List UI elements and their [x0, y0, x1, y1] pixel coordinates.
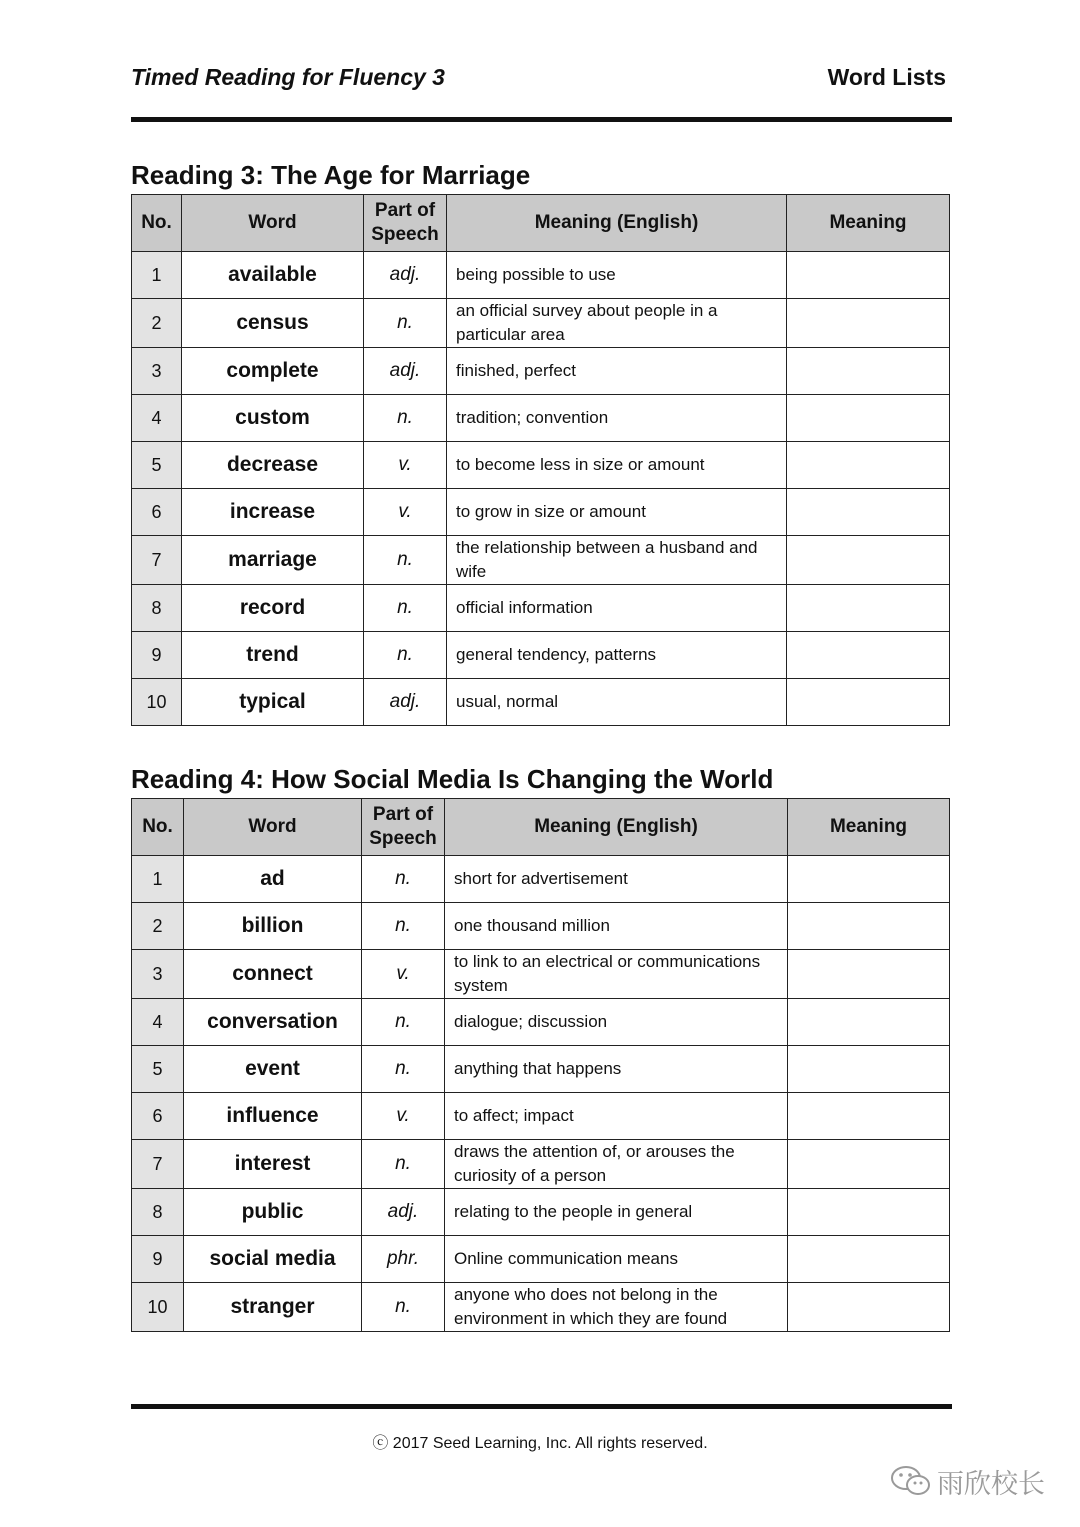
vocab-word: connect: [184, 950, 362, 999]
meaning-blank-cell: [788, 999, 950, 1046]
row-number: 2: [132, 903, 184, 950]
meaning-english: one thousand million: [445, 903, 788, 950]
row-number: 3: [132, 348, 182, 395]
part-of-speech: n.: [362, 1046, 445, 1093]
meaning-english: anyone who does not belong in the environment in which they are found: [445, 1283, 788, 1332]
meaning-english: to affect; impact: [445, 1093, 788, 1140]
meaning-blank-cell: [787, 489, 950, 536]
meaning-blank-cell: [788, 903, 950, 950]
meaning-english: short for advertisement: [445, 856, 788, 903]
meaning-blank-cell: [787, 299, 950, 348]
vocab-word: billion: [184, 903, 362, 950]
vocab-word: influence: [184, 1093, 362, 1140]
meaning-english: relating to the people in general: [445, 1189, 788, 1236]
part-of-speech: v.: [364, 489, 447, 536]
reading-3-word-table: [131, 194, 950, 726]
part-of-speech: adj.: [362, 1189, 445, 1236]
vocab-word: marriage: [182, 536, 364, 585]
row-number: 4: [132, 395, 182, 442]
row-number: 3: [132, 950, 184, 999]
vocab-word: increase: [182, 489, 364, 536]
col-meaning-english: Meaning (English): [445, 799, 788, 856]
meaning-english: anything that happens: [445, 1046, 788, 1093]
table-row: [132, 489, 950, 536]
part-of-speech: n.: [364, 395, 447, 442]
reading-4-title: Reading 4: How Social Media Is Changing the World: [131, 764, 774, 794]
part-of-speech: n.: [364, 299, 447, 348]
meaning-english: to link to an electrical or communications system: [445, 950, 788, 999]
vocab-word: social media: [184, 1236, 362, 1283]
meaning-english: to become less in size or amount: [447, 442, 787, 489]
meaning-english: draws the attention of, or arouses the curiosity of a person: [445, 1140, 788, 1189]
vocab-word: ad: [184, 856, 362, 903]
vocab-word: trend: [182, 632, 364, 679]
table-row: [132, 1236, 950, 1283]
meaning-blank-cell: [788, 1093, 950, 1140]
vocab-word: typical: [182, 679, 364, 726]
meaning-blank-cell: [788, 1046, 950, 1093]
meaning-blank-cell: [787, 585, 950, 632]
table-row: [132, 1189, 950, 1236]
meaning-english: an official survey about people in a particular area: [447, 299, 787, 348]
part-of-speech: v.: [362, 950, 445, 999]
col-pos: Part of Speech: [362, 799, 445, 856]
meaning-english: official information: [447, 585, 787, 632]
meaning-english: tradition; convention: [447, 395, 787, 442]
col-meaning-english: Meaning (English): [447, 195, 787, 252]
meaning-blank-cell: [788, 1283, 950, 1332]
table-header-row: [132, 195, 950, 252]
part-of-speech: adj.: [364, 679, 447, 726]
row-number: 8: [132, 1189, 184, 1236]
meaning-blank-cell: [787, 348, 950, 395]
table-row: [132, 903, 950, 950]
col-no: No.: [132, 799, 184, 856]
table-header-row: [132, 799, 950, 856]
vocab-word: stranger: [184, 1283, 362, 1332]
row-number: 4: [132, 999, 184, 1046]
vocab-word: census: [182, 299, 364, 348]
part-of-speech: adj.: [364, 348, 447, 395]
reading-3-title: Reading 3: The Age for Marriage: [131, 160, 531, 190]
vocab-word: event: [184, 1046, 362, 1093]
col-pos: Part of Speech: [364, 195, 447, 252]
part-of-speech: adj.: [364, 252, 447, 299]
table-row: [132, 1093, 950, 1140]
table-row: [132, 299, 950, 348]
row-number: 1: [132, 252, 182, 299]
part-of-speech: n.: [362, 856, 445, 903]
row-number: 8: [132, 585, 182, 632]
table-row: [132, 442, 950, 489]
row-number: 9: [132, 632, 182, 679]
meaning-english: usual, normal: [447, 679, 787, 726]
row-number: 1: [132, 856, 184, 903]
footer-rule: [131, 1404, 952, 1409]
vocab-word: available: [182, 252, 364, 299]
table-row: [132, 1046, 950, 1093]
meaning-blank-cell: [787, 395, 950, 442]
row-number: 6: [132, 1093, 184, 1140]
meaning-english: dialogue; discussion: [445, 999, 788, 1046]
meaning-english: finished, perfect: [447, 348, 787, 395]
table-row: [132, 252, 950, 299]
meaning-blank-cell: [787, 679, 950, 726]
row-number: 5: [132, 1046, 184, 1093]
part-of-speech: n.: [362, 1283, 445, 1332]
meaning-blank-cell: [787, 252, 950, 299]
meaning-blank-cell: [787, 442, 950, 489]
part-of-speech: n.: [364, 536, 447, 585]
table-row: [132, 1283, 950, 1332]
col-word: Word: [182, 195, 364, 252]
row-number: 7: [132, 536, 182, 585]
col-word: Word: [184, 799, 362, 856]
vocab-word: conversation: [184, 999, 362, 1046]
vocab-word: record: [182, 585, 364, 632]
meaning-blank-cell: [787, 536, 950, 585]
reading-4-word-table: [131, 798, 950, 1332]
table-row: [132, 348, 950, 395]
meaning-blank-cell: [788, 1189, 950, 1236]
part-of-speech: n.: [362, 999, 445, 1046]
table-row: [132, 632, 950, 679]
table-row: [132, 585, 950, 632]
meaning-english: to grow in size or amount: [447, 489, 787, 536]
vocab-word: decrease: [182, 442, 364, 489]
meaning-english: general tendency, patterns: [447, 632, 787, 679]
part-of-speech: phr.: [362, 1236, 445, 1283]
row-number: 6: [132, 489, 182, 536]
row-number: 10: [132, 679, 182, 726]
table-row: [132, 679, 950, 726]
table-row: [132, 1140, 950, 1189]
watermark-text: 雨欣校长: [937, 1469, 1045, 1499]
meaning-blank-cell: [788, 1236, 950, 1283]
meaning-english: being possible to use: [447, 252, 787, 299]
row-number: 10: [132, 1283, 184, 1332]
part-of-speech: n.: [364, 632, 447, 679]
vocab-word: public: [184, 1189, 362, 1236]
book-title: Timed Reading for Fluency 3: [131, 64, 445, 90]
part-of-speech: n.: [362, 903, 445, 950]
vocab-word: interest: [184, 1140, 362, 1189]
table-row: [132, 999, 950, 1046]
part-of-speech: v.: [362, 1093, 445, 1140]
section-label: Word Lists: [827, 64, 946, 90]
col-meaning: Meaning: [787, 195, 950, 252]
table-row: [132, 856, 950, 903]
row-number: 9: [132, 1236, 184, 1283]
col-meaning: Meaning: [788, 799, 950, 856]
row-number: 2: [132, 299, 182, 348]
meaning-blank-cell: [788, 856, 950, 903]
page-header: [131, 60, 946, 100]
vocab-word: complete: [182, 348, 364, 395]
meaning-english: Online communication means: [445, 1236, 788, 1283]
table-row: [132, 536, 950, 585]
meaning-blank-cell: [788, 1140, 950, 1189]
part-of-speech: n.: [362, 1140, 445, 1189]
row-number: 5: [132, 442, 182, 489]
table-row: [132, 395, 950, 442]
part-of-speech: n.: [364, 585, 447, 632]
vocab-word: custom: [182, 395, 364, 442]
col-no: No.: [132, 195, 182, 252]
meaning-blank-cell: [788, 950, 950, 999]
header-rule: [131, 117, 952, 122]
meaning-blank-cell: [787, 632, 950, 679]
wechat-icon: [890, 1464, 932, 1498]
part-of-speech: v.: [364, 442, 447, 489]
table-row: [132, 950, 950, 999]
row-number: 7: [132, 1140, 184, 1189]
meaning-english: the relationship between a husband and wife: [447, 536, 787, 585]
watermark: [890, 1460, 1060, 1500]
copyright: ⓒ 2017 Seed Learning, Inc. All rights reserved.: [372, 1435, 708, 1452]
